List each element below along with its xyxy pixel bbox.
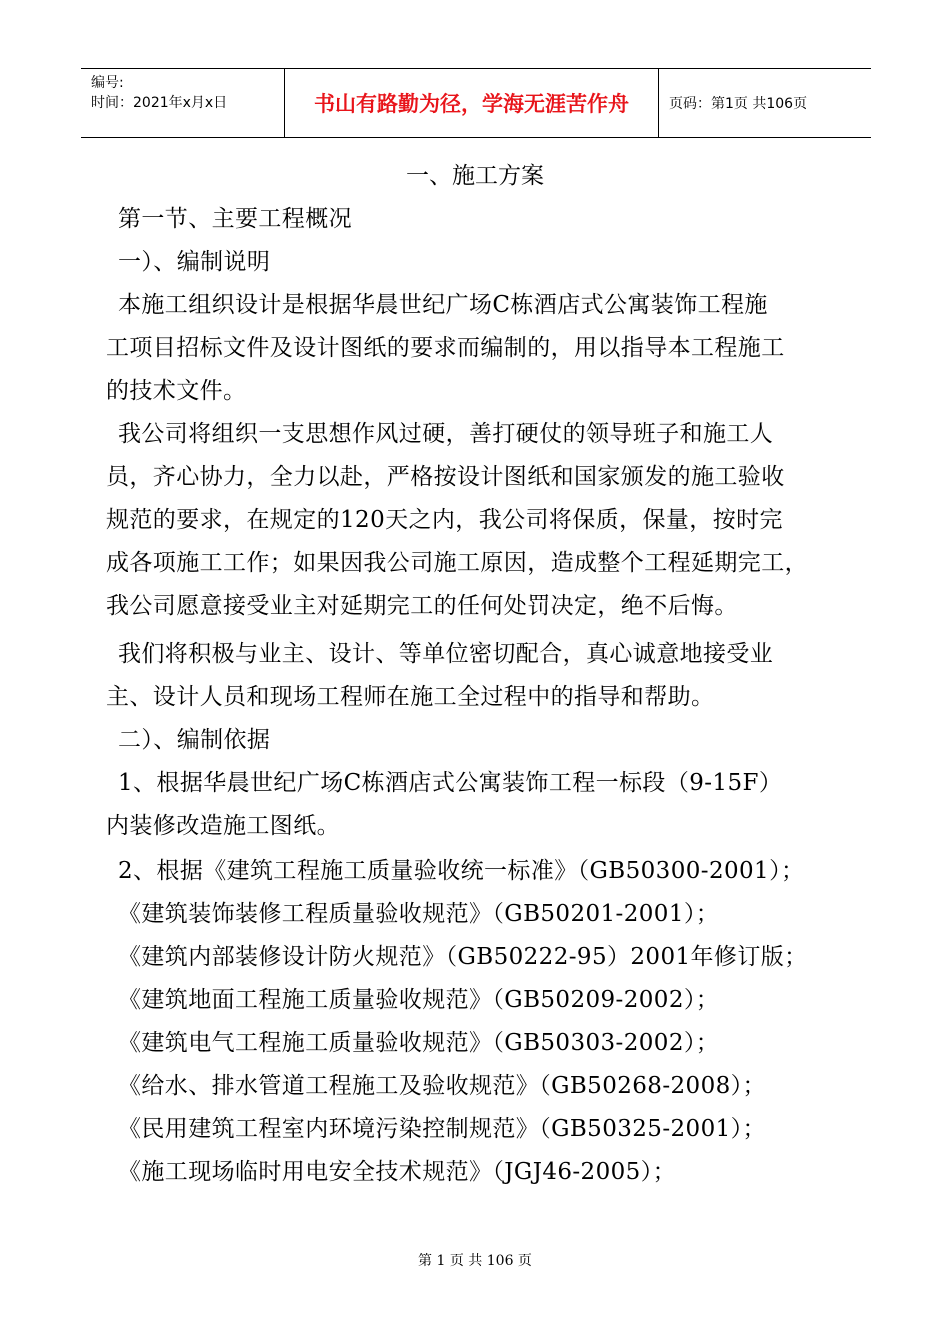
paragraph-line: 工项目招标文件及设计图纸的要求而编制的，用以指导本工程施工 xyxy=(106,335,785,361)
paragraph-line: 成各项施工工作；如果因我公司施工原因，造成整个工程延期完工， xyxy=(106,550,808,576)
heading-subsection-1: 一）、编制说明 xyxy=(118,249,271,275)
page-footer: 第 1 页 共 106 页 xyxy=(418,1253,532,1269)
paragraph-line: 主、设计人员和现场工程师在施工全过程中的指导和帮助。 xyxy=(106,684,715,710)
heading-section-1: 第一节、主要工程概况 xyxy=(118,206,352,232)
paragraph-line: 我公司愿意接受业主对延期完工的任何处罚决定，绝不后悔。 xyxy=(106,593,738,619)
section-title: 一、施工方案 xyxy=(406,163,544,189)
page-header xyxy=(81,68,871,138)
list-item: 《建筑地面工程施工质量验收规范》（GB50209-2002）； xyxy=(118,987,720,1013)
list-item: 《民用建筑工程室内环境污染控制规范》（GB50325-2001）； xyxy=(118,1116,766,1142)
header-motto: 书山有路勤为径，学海无涯苦作舟 xyxy=(284,69,659,137)
paragraph-line: 内装修改造施工图纸。 xyxy=(106,813,340,839)
time-label: 时间：2021年x月x日 xyxy=(91,95,228,111)
number-label: 编号: xyxy=(91,75,124,91)
list-item: 2、根据《建筑工程施工质量验收统一标准》（GB50300-2001）； xyxy=(118,858,805,884)
paragraph-line: 本施工组织设计是根据华晨世纪广场C栋酒店式公寓装饰工程施 xyxy=(118,292,768,318)
heading-subsection-2: 二）、编制依据 xyxy=(118,727,271,753)
list-item: 《施工现场临时用电安全技术规范》（JGJ46-2005）； xyxy=(118,1159,676,1185)
paragraph-line: 我公司将组织一支思想作风过硬，善打硬仗的领导班子和施工人 xyxy=(118,421,774,447)
paragraph-line: 1、根据华晨世纪广场C栋酒店式公寓装饰工程一标段（9-15F） xyxy=(118,770,783,796)
paragraph-line: 的技术文件。 xyxy=(106,378,247,404)
list-item: 《建筑装饰装修工程质量验收规范》（GB50201-2001）； xyxy=(118,901,720,927)
paragraph-line: 我们将积极与业主、设计、等单位密切配合，真心诚意地接受业 xyxy=(118,641,774,667)
list-item: 《建筑电气工程施工质量验收规范》（GB50303-2002）； xyxy=(118,1030,720,1056)
header-meta xyxy=(81,69,284,137)
paragraph-line: 员，齐心协力，全力以赴，严格按设计图纸和国家颁发的施工验收 xyxy=(106,464,785,490)
header-page-info: 页码：第1页 共106页 xyxy=(669,96,808,112)
list-item: 《建筑内部装修设计防火规范》（GB50222-95）2001年修订版； xyxy=(118,944,808,970)
list-item: 《给水、排水管道工程施工及验收规范》（GB50268-2008）； xyxy=(118,1073,766,1099)
paragraph-line: 规范的要求，在规定的120天之内，我公司将保质，保量，按时完 xyxy=(106,507,783,533)
